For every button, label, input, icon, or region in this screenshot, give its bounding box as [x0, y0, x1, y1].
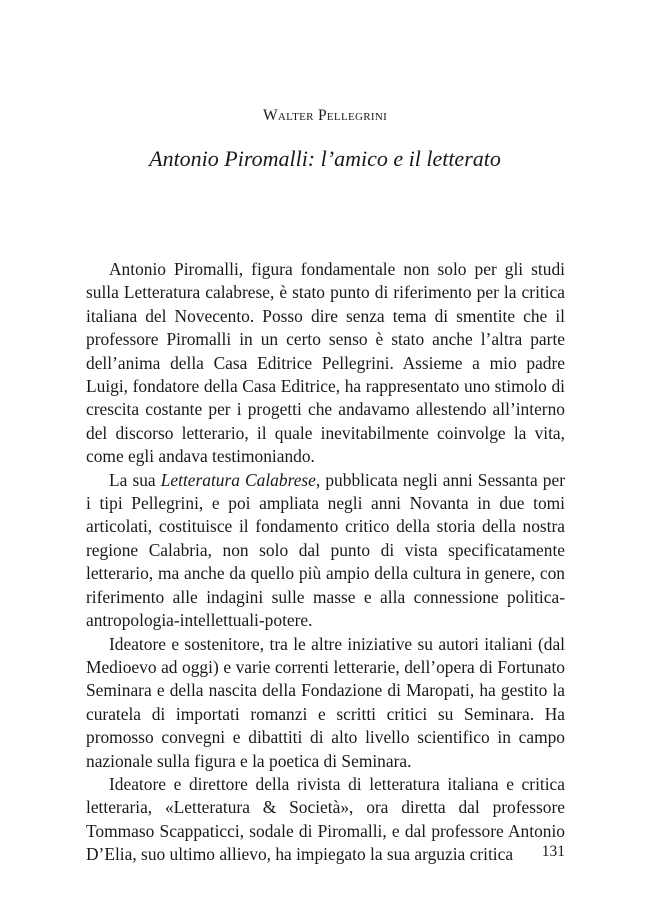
- paragraph-3: Ideatore e sostenitore, tra le altre iniziative su autori italiani (dal Medioevo ad oggi) e varie correnti letterarie, dell’opera di Fortunato Seminara e della nascita della Fondazione di Maropati, ha gestito la curatela di importati romanzi e scritti critici su Seminara. Ha promosso convegni e dibattiti di alto livello scientifico in campo nazionale sulla figura e la poetica di Seminara.: [86, 633, 565, 771]
- book-title-reference: Letteratura Calabrese: [160, 469, 316, 490]
- paragraph-2: [86, 469, 565, 633]
- paragraph-2-lead: La sua: [109, 469, 161, 490]
- paragraph-1: Antonio Piromalli, figura fondamentale non solo per gli studi sulla Letteratura calabrese, è stato punto di riferimento per la critica italiana del Novecento. Posso dire senza tema di smentite che il professore Piromalli in un certo senso è stato anche l’altra parte dell’anima della Casa Editrice Pellegrini. Assieme a mio padre Luigi, fondatore della Casa Editrice, ha rappresentato uno stimolo di crescita costante per i progetti che andavamo allestendo all’interno del discorso letterario, il quale inevitabilmente coinvolge la vita, come egli andava testimoniando.: [86, 259, 565, 467]
- author-name: Walter Pellegrini: [262, 107, 388, 124]
- paragraph-4: Ideatore e direttore della rivista di letteratura italiana e critica letteraria, «Letteratura & Società», ora diretta dal professore Tommaso Scappaticci, sodale di Piromalli, e dal professore Antonio D’Elia, suo ultimo allievo, ha impiegato la sua arguzia critica: [86, 773, 565, 865]
- chapter-title: Antonio Piromalli: l’amico e il letterato: [149, 146, 501, 171]
- paragraph-2-rest: , pubblicata negli anni Sessanta per i tipi Pellegrini, e poi ampliata negli anni Novanta in due tomi articolati, costituisce il fondamento critico della storia della nostra regione Calabria, non solo dal punto di vista specificatamente letterario, ma anche da quello più ampio della cultura in genere, con riferimento alle indagini sulle masse e alla connessione politica-antropologia-intellettuali-potere.: [86, 469, 565, 631]
- page-number: 131: [541, 843, 565, 860]
- body-text: [86, 258, 565, 867]
